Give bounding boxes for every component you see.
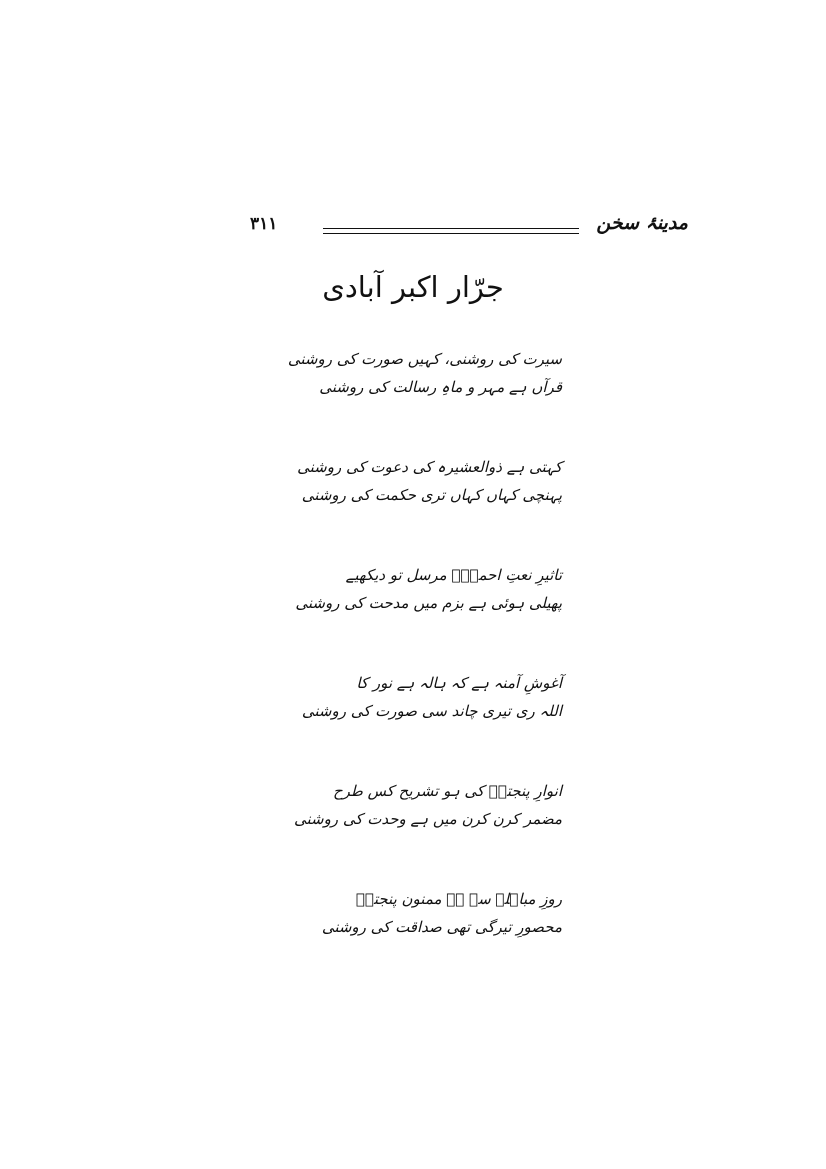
couplet xyxy=(297,453,562,561)
verse-line-second: مضمر کرن کرن میں ہے وحدت کی روشنی xyxy=(293,810,562,828)
verse-line-first: سیرت کی روشنی، کہیں صورت کی روشنی xyxy=(287,350,562,368)
verse-line-second: پہنچی کہاں کہاں تری حکمت کی روشنی xyxy=(301,486,562,504)
header-rule-top xyxy=(323,228,579,229)
poem xyxy=(287,345,562,993)
couplet xyxy=(301,669,562,777)
page-number: ۳۱۱ xyxy=(250,214,278,234)
verse-line-second: اللہ ری تیری چاند سی صورت کی روشنی xyxy=(301,702,562,720)
verse-line-second: محصورِ تیرگی تھی صداقت کی روشنی xyxy=(321,918,562,936)
verse-line-second: قرآں ہے مہر و ماہِ رسالت کی روشنی xyxy=(319,378,562,396)
couplet xyxy=(295,561,562,669)
poet-name-heading: جرّار اکبر آبادی xyxy=(322,270,504,304)
verse-line-first: کہتی ہے ذوالعشیرہ کی دعوت کی روشنی xyxy=(297,458,562,476)
verse-line-first: انوارِ پنجتنؑ کی ہو تشریح کس طرح xyxy=(332,782,562,800)
page-header xyxy=(250,212,690,252)
couplet xyxy=(293,777,562,885)
couplet xyxy=(287,345,562,453)
couplet xyxy=(321,885,562,993)
header-rule-bottom xyxy=(323,233,579,234)
verse-line-second: پھیلی ہوئی ہے بزم میں مدحت کی روشنی xyxy=(295,594,562,612)
verse-line-first: آغوشِ آمنہ ہے کہ ہالہ ہے نور کا xyxy=(356,674,562,692)
verse-line-first: روزِ مباہلہ سے ہے ممنون پنجتنؑ xyxy=(355,890,562,908)
book-title: مدینۂ سخن xyxy=(596,212,688,234)
verse-line-first: تاثیرِ نعتِ احمدِؐ مرسل تو دیکھیے xyxy=(345,566,562,584)
